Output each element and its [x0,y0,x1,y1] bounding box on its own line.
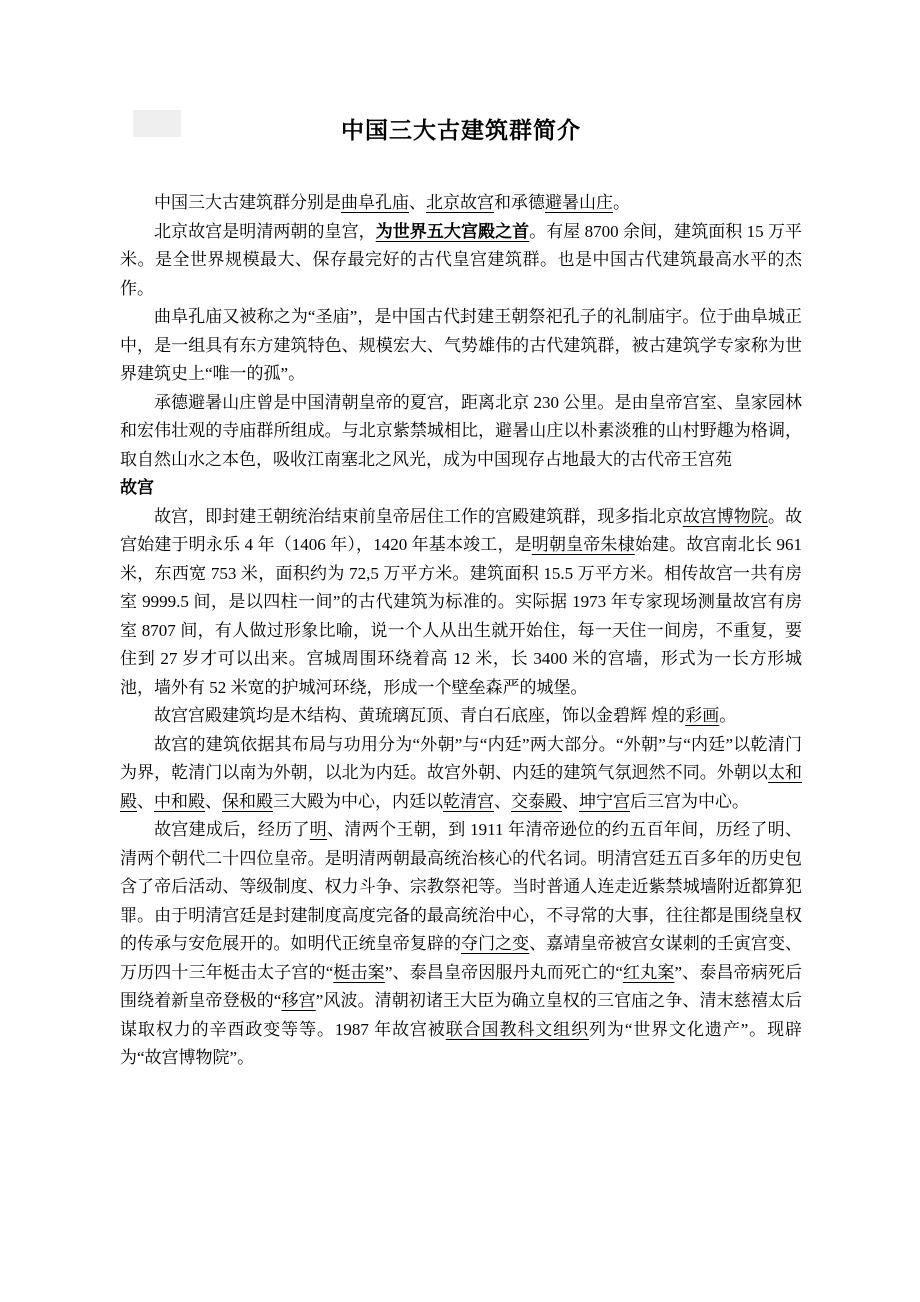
paragraph [120,731,802,817]
text-run: ”风波。清朝初诸王大臣为确立皇权的三官庙之争、清末慈禧太后谋取权力的辛酉政变等等。1987 年故宫被 [120,991,803,1039]
underlined-term: 联合国教科文组织 [445,1019,589,1039]
text-run: 、清两个王朝，到 1911 年清帝逊位的约五百年间，历经了明、清两个朝代二十四位皇帝。是明清两朝最高统治核心的代名词。明清宫廷五百多年的历史包含了帝后活动、等级制度、权力斗争、宗教祭祀等。当时普通人连走近紫禁城墙附近都算犯罪。由于明清宫廷是封建制度高度完备的最高统治中心，不寻常的大事，往往都是围绕皇权的传承与安危展开的。如明代正统皇帝复辟的 [120,820,802,953]
paragraph [120,303,802,389]
text-run: 。故宫始建于明永乐 4 年（1406 年），1420 年基本竣工，是 [120,506,803,554]
underlined-term: 曲阜孔庙 [341,193,409,212]
text-run: 、 [137,791,154,811]
paragraph [120,189,802,218]
underlined-term: 为世界五大宫殿之首 [375,221,530,241]
text-run: 故宫，即封建王朝统治结束前皇帝居住工作的宫殿建筑群，现多指北京 [154,506,683,526]
underlined-term: 朱棣 [600,535,635,554]
text-run: 和承德 [494,193,545,212]
underlined-term: 乾清宫 [443,791,494,811]
text-run: 三大殿为中心，内廷以 [273,791,443,811]
text-run: 后三宫为中心。 [630,791,749,811]
text-run: 故宫建成后，经历了 [154,820,310,839]
text-run: 、 [494,791,511,811]
text-run: 、 [562,791,579,811]
text-run: 始建。故宫南北长 961 米，东西宽 753 米，面积约为 72,5 万平方米。建筑面积 15.5 万平方米。相传故宫一共有房室 9999.5 间，是以四柱一间”的古代建筑为标准的。实际据 1973 年专家现场测量故宫有房室 8707 间，有人做过形象比喻，说一个人从出生就开始住，每一天住一间房，不重复，要住到 27 岁才可以出来。宫城周围环绕着高 12 米，长 3400 米的宫墙，形式为一长方形城池，墙外有 52 米宽的护城河环绕，形成一个壁垒森严的城堡。 [120,535,803,697]
underlined-term: 避暑山庄 [545,193,613,212]
section-heading [120,474,802,503]
underlined-term: 移宫 [281,991,316,1010]
text-run: 北京故宫是明清两朝的皇宫， [154,221,376,241]
underlined-term: 明 [309,820,328,839]
text-run: 故宫 [120,478,154,497]
paragraph [120,702,802,731]
document-title: 中国三大古建筑群简介 [341,118,581,143]
text-run: 。 [613,193,630,212]
paragraph [120,218,802,304]
text-run: 中国三大古建筑群分别是 [154,193,341,212]
text-run: 故宫的建筑依据其布局与功用分为“外朝”与“内廷”两大部分。“外朝”与“内廷”以乾清门为界，乾清门以南为外朝，以北为内廷。故宫外朝、内廷的建筑气氛迥然不同。外朝以 [120,734,802,782]
text-run: 承德避暑山庄曾是中国清朝皇帝的夏宫，距离北京 230 公里。是由皇帝宫室、皇家园林和宏伟壮观的寺庙群所组成。与北京紫禁城相比，避暑山庄以朴素淡雅的山村野趣为格调，取自然山水之本色，吸收江南塞北之风光，成为中国现存占地最大的古代帝王宫苑 [120,392,802,469]
text-run: 、嘉靖皇帝被宫女谋刺的壬寅宫变、万历四十三年梃击太子宫的“ [120,934,803,982]
text-run: 。 [719,706,737,725]
underlined-term: 坤宁宫 [579,791,630,811]
underlined-term: 故宫博物院 [682,506,768,526]
text-run: 。有屋 8700 余间，建筑面积 15 万平米。是全世界规模最大、保存最完好的古代皇宫建筑群。也是中国古代建筑最高水平的杰作。 [120,221,803,298]
underlined-term: 彩画 [685,706,720,725]
document-body [120,189,802,1073]
underlined-term: 中和殿 [154,791,205,811]
underlined-term: 夺门之变 [461,934,530,953]
paragraph [120,503,802,703]
text-run: ”、泰昌帝病死后围绕着新皇帝登极的“ [120,962,803,1010]
underlined-term: 保和殿 [222,791,273,811]
text-run: 、 [409,193,426,212]
text-run: ”、泰昌皇帝因服丹丸而死亡的“ [384,962,623,982]
underlined-term: 北京故宫 [426,193,494,212]
text-run: 列为“世界文化遗产”。现辟为“故宫博物院”。 [120,1019,803,1067]
document-content [120,112,802,1073]
underlined-term: 太和殿 [120,763,803,811]
text-run: 曲阜孔庙又被称之为“圣庙”，是中国古代封建王朝祭祀孔子的礼制庙宇。位于曲阜城正中，是一组具有东方建筑特色、规模宏大、气势雄伟的古代建筑群，被古建筑学专家称为世界建筑史上“唯一的孤”。 [120,307,802,383]
underlined-term: 红丸案 [622,962,675,982]
underlined-term: 梃击案 [333,962,385,982]
paragraph [120,816,802,1073]
text-run: 、 [205,791,222,811]
paragraph [120,389,802,475]
text-run: 故宫宫殿建筑均是木结构、黄琉璃瓦顶、青白石底座，饰以金碧辉 煌的 [154,706,686,725]
underlined-term: 交泰殿 [511,791,562,811]
underlined-term: 明朝皇帝 [531,535,601,554]
